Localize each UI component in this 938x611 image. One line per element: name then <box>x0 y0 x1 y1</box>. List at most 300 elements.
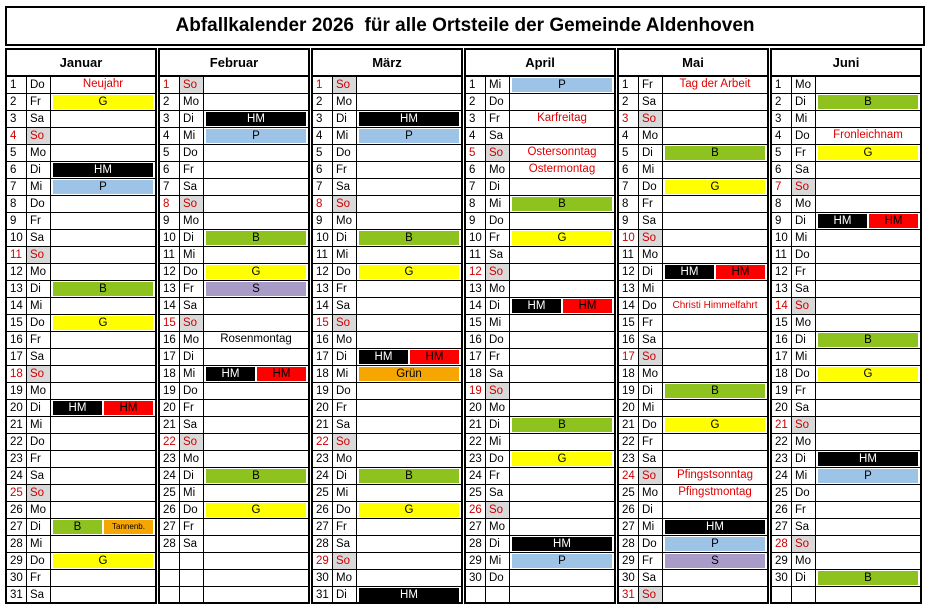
weekday: Fr <box>792 383 816 399</box>
day-number: 26 <box>160 502 180 518</box>
day-number: 11 <box>619 247 639 263</box>
weekday: So <box>333 434 357 450</box>
day-number: 12 <box>160 264 180 280</box>
day-entry <box>204 213 308 229</box>
day-row <box>160 349 308 366</box>
day-number: 5 <box>7 145 27 161</box>
day-number: 13 <box>619 281 639 297</box>
day-number: 10 <box>313 230 333 246</box>
day-row <box>313 349 461 366</box>
collection-badge: B <box>512 418 612 432</box>
month-column-4 <box>617 48 769 604</box>
day-entry <box>510 383 614 399</box>
day-entry <box>510 247 614 263</box>
day-entry <box>357 94 461 110</box>
day-row <box>160 366 308 383</box>
weekday: Sa <box>27 349 51 365</box>
day-number: 18 <box>7 366 27 382</box>
weekday: Mi <box>333 366 357 382</box>
day-number: 7 <box>160 179 180 195</box>
weekday: Sa <box>27 468 51 484</box>
day-number: 10 <box>160 230 180 246</box>
day-entry <box>816 332 920 348</box>
weekday: Sa <box>180 417 204 433</box>
weekday: Do <box>333 264 357 280</box>
day-number: 22 <box>466 434 486 450</box>
day-entry <box>357 587 461 604</box>
day-row <box>7 570 155 587</box>
day-number: 7 <box>313 179 333 195</box>
weekday: Di <box>27 162 51 178</box>
day-number <box>466 587 486 604</box>
day-row <box>619 400 767 417</box>
weekday: Do <box>333 383 357 399</box>
day-row <box>772 213 920 230</box>
weekday: Mi <box>639 162 663 178</box>
weekday: Di <box>27 519 51 535</box>
day-row <box>160 383 308 400</box>
day-row <box>7 332 155 349</box>
day-row <box>772 162 920 179</box>
day-row <box>160 247 308 264</box>
collection-badge: HM <box>206 367 255 381</box>
day-entry <box>510 145 614 161</box>
day-row <box>619 128 767 145</box>
day-row <box>466 281 614 298</box>
day-number: 19 <box>772 383 792 399</box>
weekday: Mo <box>333 451 357 467</box>
weekday: Fr <box>180 281 204 297</box>
day-number: 21 <box>619 417 639 433</box>
day-row <box>466 264 614 281</box>
day-number: 12 <box>7 264 27 280</box>
collection-badge: B <box>53 282 153 296</box>
day-entry <box>510 485 614 501</box>
day-number: 22 <box>313 434 333 450</box>
day-number: 14 <box>466 298 486 314</box>
weekday: Mo <box>333 213 357 229</box>
weekday: So <box>27 485 51 501</box>
day-row <box>7 434 155 451</box>
day-number: 27 <box>772 519 792 535</box>
collection-badge: HM <box>206 112 306 126</box>
day-number: 11 <box>466 247 486 263</box>
weekday: Fr <box>333 519 357 535</box>
day-entry <box>51 179 155 195</box>
day-number: 26 <box>772 502 792 518</box>
day-entry <box>204 315 308 331</box>
weekday: Mi <box>333 128 357 144</box>
weekday: Do <box>486 94 510 110</box>
day-row <box>772 468 920 485</box>
weekday: Do <box>486 570 510 586</box>
weekday: Mi <box>792 349 816 365</box>
weekday: Sa <box>486 128 510 144</box>
weekday: Do <box>639 298 663 314</box>
day-number: 17 <box>619 349 639 365</box>
collection-badge: B <box>512 197 612 211</box>
day-row <box>466 179 614 196</box>
day-number: 22 <box>619 434 639 450</box>
collection-badge: HM <box>53 401 102 415</box>
day-number: 26 <box>313 502 333 518</box>
weekday <box>180 553 204 569</box>
day-row <box>772 536 920 553</box>
collection-badge: G <box>665 418 765 432</box>
holiday-label: Pfingstsonntag <box>676 469 754 481</box>
day-number: 14 <box>619 298 639 314</box>
day-row <box>7 77 155 94</box>
collection-badge: HM <box>818 214 867 228</box>
weekday: Fr <box>639 196 663 212</box>
weekday: Mo <box>27 383 51 399</box>
day-number: 12 <box>466 264 486 280</box>
weekday: So <box>639 111 663 127</box>
weekday: So <box>792 417 816 433</box>
collection-badge: HM <box>257 367 306 381</box>
day-row <box>313 128 461 145</box>
day-row <box>313 332 461 349</box>
collection-badge: HM <box>512 537 612 551</box>
day-entry <box>357 247 461 263</box>
day-number: 20 <box>313 400 333 416</box>
day-row <box>772 400 920 417</box>
day-row <box>772 247 920 264</box>
weekday: Do <box>486 332 510 348</box>
day-row <box>466 298 614 315</box>
day-entry <box>204 434 308 450</box>
day-entry <box>51 332 155 348</box>
weekday: Di <box>486 536 510 552</box>
day-number: 9 <box>313 213 333 229</box>
day-row <box>160 332 308 349</box>
day-entry <box>663 111 767 127</box>
day-entry <box>663 179 767 195</box>
weekday: Di <box>639 264 663 280</box>
collection-badge: B <box>665 384 765 398</box>
day-entry <box>816 128 920 144</box>
day-entry <box>51 536 155 552</box>
weekday: Mi <box>792 468 816 484</box>
day-entry <box>357 111 461 127</box>
day-row <box>619 179 767 196</box>
weekday: Mi <box>27 298 51 314</box>
day-row <box>466 196 614 213</box>
day-entry <box>51 247 155 263</box>
day-number: 1 <box>313 77 333 93</box>
day-number: 16 <box>313 332 333 348</box>
day-number: 25 <box>7 485 27 501</box>
day-number: 3 <box>619 111 639 127</box>
collection-badge: P <box>512 554 612 568</box>
day-entry <box>357 485 461 501</box>
day-entry <box>816 145 920 161</box>
day-number: 25 <box>313 485 333 501</box>
holiday-label: Ostersonntag <box>527 146 597 158</box>
day-number: 25 <box>772 485 792 501</box>
collection-badge: S <box>665 554 765 568</box>
weekday: Fr <box>639 315 663 331</box>
day-number: 25 <box>466 485 486 501</box>
day-row <box>7 315 155 332</box>
day-number: 26 <box>7 502 27 518</box>
day-row <box>466 553 614 570</box>
day-entry <box>510 451 614 467</box>
day-number: 17 <box>7 349 27 365</box>
day-number: 14 <box>772 298 792 314</box>
collection-badge: B <box>818 95 918 109</box>
collection-badge: HM <box>359 350 408 364</box>
day-entry <box>204 417 308 433</box>
day-number: 26 <box>466 502 486 518</box>
day-entry <box>51 196 155 212</box>
collection-badge: HM <box>563 299 612 313</box>
day-row <box>160 281 308 298</box>
month-column-2 <box>311 48 463 604</box>
day-entry <box>816 162 920 178</box>
weekday: Di <box>639 145 663 161</box>
holiday-label: Pfingstmontag <box>678 486 752 498</box>
day-entry <box>51 570 155 586</box>
day-number: 31 <box>619 587 639 604</box>
collection-badge: B <box>53 520 102 534</box>
day-number: 10 <box>466 230 486 246</box>
day-number <box>160 587 180 604</box>
day-entry <box>357 128 461 144</box>
day-number: 17 <box>466 349 486 365</box>
day-number: 31 <box>7 587 27 604</box>
day-entry <box>357 77 461 93</box>
day-row <box>7 383 155 400</box>
day-row <box>772 485 920 502</box>
day-entry <box>51 587 155 604</box>
day-entry <box>357 196 461 212</box>
day-number: 21 <box>160 417 180 433</box>
day-number: 6 <box>7 162 27 178</box>
weekday: So <box>792 179 816 195</box>
weekday: Sa <box>639 570 663 586</box>
day-entry <box>51 281 155 297</box>
day-row <box>160 298 308 315</box>
day-entry <box>510 553 614 569</box>
month-header: Januar <box>7 50 155 77</box>
weekday: Di <box>180 111 204 127</box>
day-entry <box>51 315 155 331</box>
day-row <box>619 247 767 264</box>
day-entry <box>663 281 767 297</box>
day-entry <box>510 366 614 382</box>
day-entry <box>816 383 920 399</box>
day-entry <box>663 332 767 348</box>
weekday: Sa <box>333 536 357 552</box>
day-number: 23 <box>772 451 792 467</box>
day-number: 2 <box>160 94 180 110</box>
day-entry <box>663 417 767 433</box>
day-number: 27 <box>619 519 639 535</box>
weekday <box>180 587 204 604</box>
day-number: 6 <box>772 162 792 178</box>
collection-badge: HM <box>716 265 765 279</box>
collection-badge: HM <box>359 112 459 126</box>
day-row <box>160 145 308 162</box>
weekday: Mo <box>639 128 663 144</box>
day-entry <box>663 77 767 93</box>
collection-badge: P <box>818 469 918 483</box>
day-entry <box>816 451 920 467</box>
day-number: 19 <box>466 383 486 399</box>
day-number: 1 <box>7 77 27 93</box>
day-row <box>7 485 155 502</box>
day-row <box>160 230 308 247</box>
day-entry <box>204 349 308 365</box>
day-entry <box>510 417 614 433</box>
day-entry <box>510 536 614 552</box>
day-number: 5 <box>160 145 180 161</box>
day-number: 4 <box>160 128 180 144</box>
day-number: 8 <box>772 196 792 212</box>
day-row <box>313 247 461 264</box>
day-row <box>619 213 767 230</box>
day-entry <box>663 230 767 246</box>
day-number: 22 <box>772 434 792 450</box>
day-entry <box>663 162 767 178</box>
weekday: So <box>486 145 510 161</box>
day-entry <box>816 553 920 569</box>
day-row <box>313 553 461 570</box>
day-number: 6 <box>160 162 180 178</box>
day-entry <box>663 468 767 484</box>
day-number: 10 <box>619 230 639 246</box>
day-entry <box>816 587 920 604</box>
day-entry <box>204 570 308 586</box>
day-entry <box>816 196 920 212</box>
day-row <box>7 281 155 298</box>
day-number: 5 <box>772 145 792 161</box>
weekday: Fr <box>486 111 510 127</box>
day-number: 27 <box>160 519 180 535</box>
day-number: 5 <box>466 145 486 161</box>
day-entry <box>357 570 461 586</box>
day-row <box>772 264 920 281</box>
weekday: Di <box>333 111 357 127</box>
day-number: 10 <box>7 230 27 246</box>
day-entry <box>663 315 767 331</box>
weekday: Fr <box>486 349 510 365</box>
day-row <box>619 196 767 213</box>
day-row <box>466 519 614 536</box>
weekday: Mo <box>180 213 204 229</box>
day-entry <box>357 451 461 467</box>
day-row <box>772 553 920 570</box>
collection-badge: HM <box>512 299 561 313</box>
day-number: 2 <box>7 94 27 110</box>
day-row <box>160 536 308 553</box>
day-row <box>7 230 155 247</box>
day-row <box>466 332 614 349</box>
day-number: 3 <box>313 111 333 127</box>
weekday: Fr <box>333 281 357 297</box>
month-column-3 <box>464 48 616 604</box>
collection-badge: P <box>206 129 306 143</box>
day-row <box>772 451 920 468</box>
weekday: Di <box>792 570 816 586</box>
day-row <box>313 400 461 417</box>
day-entry <box>51 553 155 569</box>
day-entry <box>204 179 308 195</box>
day-number: 14 <box>7 298 27 314</box>
day-number: 30 <box>619 570 639 586</box>
collection-badge: B <box>206 469 306 483</box>
weekday: Di <box>486 179 510 195</box>
day-number: 8 <box>160 196 180 212</box>
day-row <box>466 502 614 519</box>
weekday: So <box>486 502 510 518</box>
month-header: Februar <box>160 50 308 77</box>
day-row <box>313 230 461 247</box>
day-row <box>772 383 920 400</box>
day-entry <box>816 247 920 263</box>
weekday: Fr <box>27 213 51 229</box>
day-row <box>619 94 767 111</box>
day-number: 14 <box>313 298 333 314</box>
collection-badge: HM <box>869 214 918 228</box>
day-row <box>160 570 308 587</box>
day-entry <box>816 298 920 314</box>
day-row <box>772 434 920 451</box>
day-number: 20 <box>619 400 639 416</box>
day-entry <box>816 94 920 110</box>
holiday-label: Fronleichnam <box>833 129 903 141</box>
day-row <box>772 366 920 383</box>
day-entry <box>510 111 614 127</box>
weekday: Mi <box>180 366 204 382</box>
weekday: Sa <box>333 179 357 195</box>
weekday: Fr <box>639 77 663 93</box>
month-column-0 <box>5 48 157 604</box>
day-number: 16 <box>160 332 180 348</box>
day-row <box>160 400 308 417</box>
day-row <box>619 570 767 587</box>
day-number: 3 <box>7 111 27 127</box>
weekday: Fr <box>792 145 816 161</box>
weekday: Do <box>27 196 51 212</box>
day-entry <box>357 162 461 178</box>
day-row <box>313 264 461 281</box>
day-number <box>772 587 792 604</box>
day-entry <box>663 400 767 416</box>
day-row <box>160 485 308 502</box>
weekday: Do <box>27 553 51 569</box>
day-number: 18 <box>619 366 639 382</box>
day-entry <box>357 179 461 195</box>
day-row <box>160 587 308 604</box>
day-entry <box>204 196 308 212</box>
holiday-label: Neujahr <box>82 78 124 90</box>
day-entry <box>51 485 155 501</box>
day-entry <box>816 502 920 518</box>
day-row <box>7 519 155 536</box>
day-row <box>313 383 461 400</box>
day-number: 13 <box>466 281 486 297</box>
weekday: Mi <box>333 485 357 501</box>
day-number: 3 <box>466 111 486 127</box>
day-entry <box>51 434 155 450</box>
weekday <box>486 587 510 604</box>
weekday: Di <box>639 383 663 399</box>
day-number: 22 <box>160 434 180 450</box>
day-entry <box>510 349 614 365</box>
day-number: 23 <box>466 451 486 467</box>
